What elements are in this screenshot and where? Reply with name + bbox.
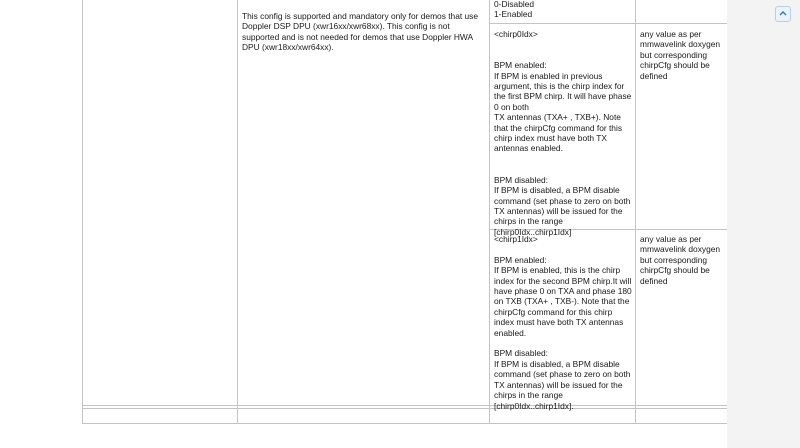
table-cell-chirp1-note: any value as per mmwavelink doxygen but corresponding chirpCfg should be defined <box>640 234 721 286</box>
table-border-col2 <box>237 0 238 424</box>
table-cell-chirp0-note: any value as per mmwavelink doxygen but corresponding chirpCfg should be defined <box>640 29 721 81</box>
table-cell-chirp1: <chirp1Idx> BPM enabled: If BPM is enabled, this is the chirp index for the second BPM chirp.It will have phase 0 on TXA and phase 180 on TXB (TXA+ , TXB-). Note that the chirpCfg command for this chirp index must have both TX antennas enabled. BPM disabled: If BPM is disabled, a BPM disable command (set phase to zero on both TX antennas) will be issued for the chirps in the range [chirp0Idx..chirp1Idx]. <box>494 234 632 411</box>
scroll-to-top-icon <box>776 7 790 21</box>
table-cell-chirp0: <chirp0Idx> BPM enabled: If BPM is enabled in previous argument, this is the chirp index for the first BPM chirp. It will have phase 0 on both TX antennas (TXA+ , TXB+). Note that the chirpCfg command for this chirp index must have both TX antennas enabled. BPM disabled: If BPM is disabled, a BPM disable command (set phase to zero on both TX antennas) will be issued for the chirps in the range [chirp0Idx..chirp1Idx] <box>494 29 632 237</box>
table-border-col3 <box>489 0 490 424</box>
scroll-to-top-button[interactable] <box>775 6 791 22</box>
table-border-col4 <box>635 0 636 424</box>
table-cell-enable-options: 0-Disabled 1-Enabled <box>494 0 535 20</box>
row-divider-enable <box>489 23 727 24</box>
row-divider-last <box>82 423 727 424</box>
table-border-left <box>82 0 83 424</box>
table-cell-description: This config is supported and mandatory only for demos that use Doppler DSP DPU (xwr16xx/xwr68xx). This config is not supported and is not needed for demos that use Doppler HWA DPU (xwr18xx/xwr64xx). <box>242 11 479 53</box>
